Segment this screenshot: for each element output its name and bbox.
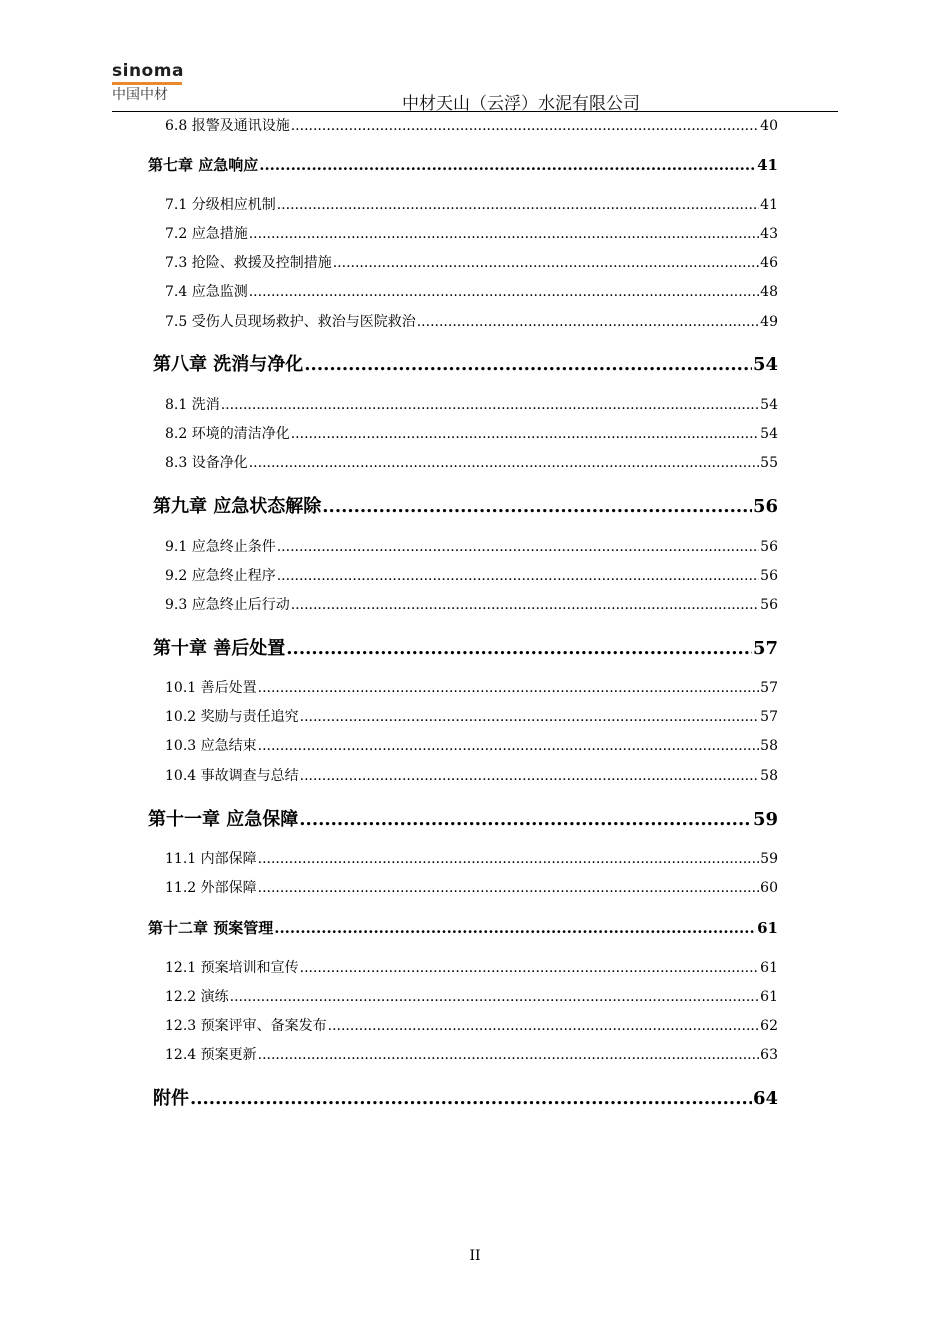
toc-page-number: 61 [757, 919, 778, 937]
toc-entry-7-1[interactable] [165, 194, 778, 214]
toc-label: 第七章 应急响应 [148, 156, 259, 174]
toc-page-number: 41 [760, 197, 778, 213]
toc-page-number: 48 [760, 284, 778, 300]
header-divider [112, 111, 838, 112]
toc-page-number: 57 [760, 709, 778, 725]
toc-entry-9-1[interactable] [165, 536, 778, 556]
toc-label: 第十一章 应急保障 [148, 809, 299, 830]
dot-leader [300, 709, 760, 725]
toc-page-number: 41 [757, 156, 778, 174]
dot-leader [291, 426, 759, 442]
toc-label: 9.3 应急终止后行动 [165, 597, 290, 613]
toc-label: 第九章 应急状态解除 [153, 496, 322, 517]
toc-entry-8-1[interactable] [165, 394, 778, 414]
dot-leader [258, 738, 760, 754]
toc-page-number: 49 [760, 314, 778, 330]
logo-wordmark: sinoma [112, 61, 184, 81]
toc-page-number: 61 [760, 989, 778, 1005]
toc-label: 7.5 受伤人员现场救护、救治与医院救治 [165, 314, 416, 330]
toc-page-number: 58 [760, 768, 778, 784]
dot-leader [328, 1018, 760, 1034]
toc-page-number: 58 [760, 738, 778, 754]
toc-entry-8-2[interactable] [165, 423, 778, 443]
toc-label: 7.2 应急措施 [165, 226, 248, 242]
toc-label: 7.4 应急监测 [165, 284, 248, 300]
logo-accent-bar [112, 82, 182, 85]
toc-entry-12-1[interactable] [165, 957, 778, 977]
toc-chapter-12[interactable] [148, 917, 778, 938]
toc-label: 12.1 预案培训和宣传 [165, 960, 299, 976]
toc-entry-10-3[interactable] [165, 735, 778, 755]
toc-label: 6.8 报警及通讯设施 [165, 118, 290, 134]
toc-appendix[interactable] [153, 1084, 778, 1110]
toc-label: 7.3 抢险、救援及控制措施 [165, 255, 332, 271]
dot-leader [299, 809, 752, 830]
dot-leader [258, 680, 760, 696]
toc-page-number: 57 [760, 680, 778, 696]
dot-leader [300, 960, 760, 976]
toc-label: 7.1 分级相应机制 [165, 197, 276, 213]
page-header [112, 62, 838, 112]
toc-page-number: 56 [752, 496, 778, 517]
dot-leader [274, 919, 756, 937]
dot-leader [291, 597, 759, 613]
logo-chinese-name: 中国中材 [112, 87, 168, 103]
toc-page-number: 59 [752, 809, 778, 830]
dot-leader [300, 768, 760, 784]
dot-leader [259, 156, 756, 174]
toc-page-number: 43 [760, 226, 778, 242]
dot-leader [249, 455, 759, 471]
dot-leader [221, 397, 759, 413]
toc-label: 8.1 洗消 [165, 397, 220, 413]
toc-page-number: 54 [752, 354, 778, 375]
dot-leader [277, 539, 759, 555]
toc-chapter-7[interactable] [148, 154, 778, 175]
toc-entry-12-2[interactable] [165, 986, 778, 1006]
toc-entry-7-3[interactable] [165, 252, 778, 272]
toc-label: 附件 [153, 1088, 189, 1109]
company-name: 中材天山（云浮）水泥有限公司 [402, 94, 640, 114]
toc-label: 8.2 环境的清洁净化 [165, 426, 290, 442]
toc-entry-12-3[interactable] [165, 1015, 778, 1035]
toc-page-number: 55 [760, 455, 778, 471]
dot-leader [258, 851, 760, 867]
toc-chapter-8[interactable] [153, 350, 778, 376]
toc-page-number: 59 [760, 851, 778, 867]
dot-leader [304, 354, 752, 375]
sinoma-logo [112, 62, 192, 103]
toc-chapter-11[interactable] [148, 805, 778, 831]
toc-label: 10.2 奖励与责任追究 [165, 709, 299, 725]
toc-entry-6-8[interactable] [165, 115, 778, 135]
toc-label: 10.1 善后处置 [165, 680, 257, 696]
dot-leader [258, 1047, 760, 1063]
dot-leader [333, 255, 759, 271]
toc-label: 12.2 演练 [165, 989, 229, 1005]
dot-leader [417, 314, 759, 330]
toc-label: 10.3 应急结束 [165, 738, 257, 754]
toc-label: 12.3 预案评审、备案发布 [165, 1018, 327, 1034]
toc-label: 12.4 预案更新 [165, 1047, 257, 1063]
toc-label: 8.3 设备净化 [165, 455, 248, 471]
toc-page-number: 62 [760, 1018, 778, 1034]
toc-page-number: 54 [760, 426, 778, 442]
toc-page-number: 40 [760, 118, 778, 134]
toc-chapter-9[interactable] [153, 492, 778, 518]
toc-entry-7-2[interactable] [165, 223, 778, 243]
toc-label: 第十章 善后处置 [153, 638, 286, 659]
toc-page-number: 64 [752, 1088, 778, 1109]
dot-leader [277, 568, 759, 584]
toc-page-number: 56 [760, 568, 778, 584]
dot-leader [190, 1088, 752, 1109]
dot-leader [249, 284, 759, 300]
toc-label: 11.1 内部保障 [165, 851, 257, 867]
page-number: II [469, 1248, 481, 1264]
toc-entry-8-3[interactable] [165, 452, 778, 472]
toc-entry-12-4[interactable] [165, 1044, 778, 1064]
toc-page-number: 56 [760, 539, 778, 555]
dot-leader [230, 989, 760, 1005]
toc-label: 10.4 事故调查与总结 [165, 768, 299, 784]
toc-entry-7-5[interactable] [165, 311, 778, 331]
toc-entry-11-1[interactable] [165, 848, 778, 868]
toc-entry-11-2[interactable] [165, 877, 778, 897]
dot-leader [286, 638, 752, 659]
toc-entry-10-4[interactable] [165, 765, 778, 785]
toc-page-number: 54 [760, 397, 778, 413]
toc-label: 第十二章 预案管理 [148, 919, 274, 937]
toc-page-number: 63 [760, 1047, 778, 1063]
toc-page-number: 61 [760, 960, 778, 976]
toc-entry-7-4[interactable] [165, 281, 778, 301]
toc-page-number: 57 [752, 638, 778, 659]
toc-label: 11.2 外部保障 [165, 880, 257, 896]
toc-page-number: 60 [760, 880, 778, 896]
toc-page-number: 46 [760, 255, 778, 271]
dot-leader [249, 226, 759, 242]
dot-leader [258, 880, 760, 896]
toc-label: 9.1 应急终止条件 [165, 539, 276, 555]
toc-chapter-10[interactable] [153, 634, 778, 660]
dot-leader [322, 496, 752, 517]
toc-entry-9-2[interactable] [165, 565, 778, 585]
toc-page-number: 56 [760, 597, 778, 613]
toc-entry-10-2[interactable] [165, 706, 778, 726]
toc-entry-10-1[interactable] [165, 677, 778, 697]
toc-label: 第八章 洗消与净化 [153, 354, 304, 375]
dot-leader [277, 197, 759, 213]
toc-entry-9-3[interactable] [165, 594, 778, 614]
toc-label: 9.2 应急终止程序 [165, 568, 276, 584]
dot-leader [291, 118, 759, 134]
